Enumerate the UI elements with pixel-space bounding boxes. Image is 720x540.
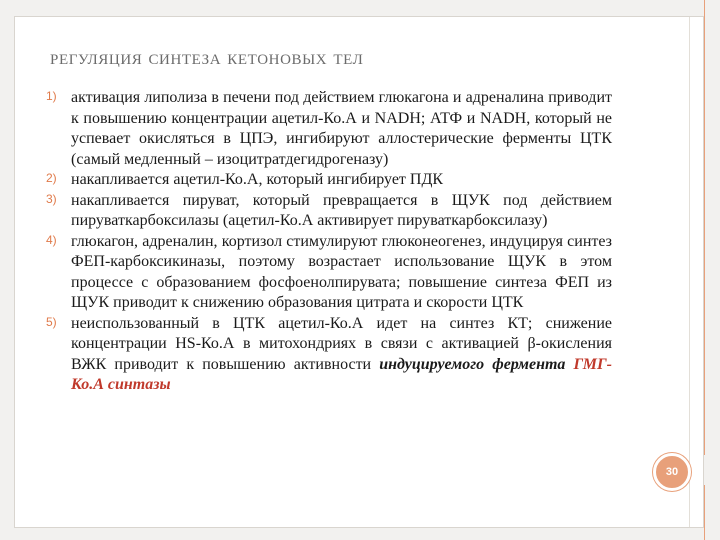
slide-title: регуляция синтеза кетоновых тел bbox=[50, 44, 364, 69]
item-text: глюкагон, адреналин, кортизол стимулируют глюконеогенез, индуцируя синтез ФЕП-карбоксикиназы, поэтому возрастает использование ЩУК в этом процессе с образованием фосфоенолпирувата; повышение синтеза ФЕП из ЩУК приводит к снижению образования цитрата и скорости ЦТК bbox=[71, 232, 612, 311]
list-item bbox=[46, 191, 612, 232]
page-number-badge: 30 bbox=[653, 453, 691, 491]
divider-line bbox=[689, 17, 690, 527]
emphasis-text: индуцируемого фермента bbox=[379, 355, 566, 373]
item-text-body: неиспользованный в ЦТК ацетил-Ко.А идет на синтез КТ; снижение концентрации HS-Ко.А в митохондриях в связи с активацией β-окисления ВЖК приводит к повышению активности bbox=[71, 314, 612, 373]
list-item bbox=[46, 88, 612, 170]
item-text: накапливается пируват, который превращается в ЩУК под действием пируваткарбоксилазы (ацетил-Ко.А активирует пируваткарбоксилазу) bbox=[71, 191, 612, 229]
item-text bbox=[71, 314, 612, 396]
item-number: 4) bbox=[46, 232, 57, 247]
highlight-text: ГМГ-Ко.А синтазы bbox=[71, 355, 612, 393]
item-text: активация липолиза в печени под действием глюкагона и адреналина приводит к повышению концентрации ацетил-Ко.А и NADH; АТФ и NADH, который не успевает окисляться в ЦПЭ, ингибируют аллостерические ферменты ЦТК (самый медленный – изоцитратдегидрогеназу) bbox=[71, 89, 612, 168]
list-item bbox=[46, 232, 612, 314]
item-number: 5) bbox=[46, 314, 57, 329]
list-item bbox=[46, 314, 612, 396]
item-text: накапливается ацетил-Ко.А, который ингибирует ПДК bbox=[71, 171, 444, 188]
item-number: 2) bbox=[46, 171, 57, 185]
item-number: 1) bbox=[46, 89, 57, 103]
item-number: 3) bbox=[46, 191, 57, 206]
numbered-list bbox=[46, 88, 612, 396]
list-item bbox=[46, 170, 612, 191]
decorative-line bbox=[704, 0, 705, 455]
emphasis-gap bbox=[565, 356, 573, 373]
decorative-line bbox=[704, 485, 705, 540]
